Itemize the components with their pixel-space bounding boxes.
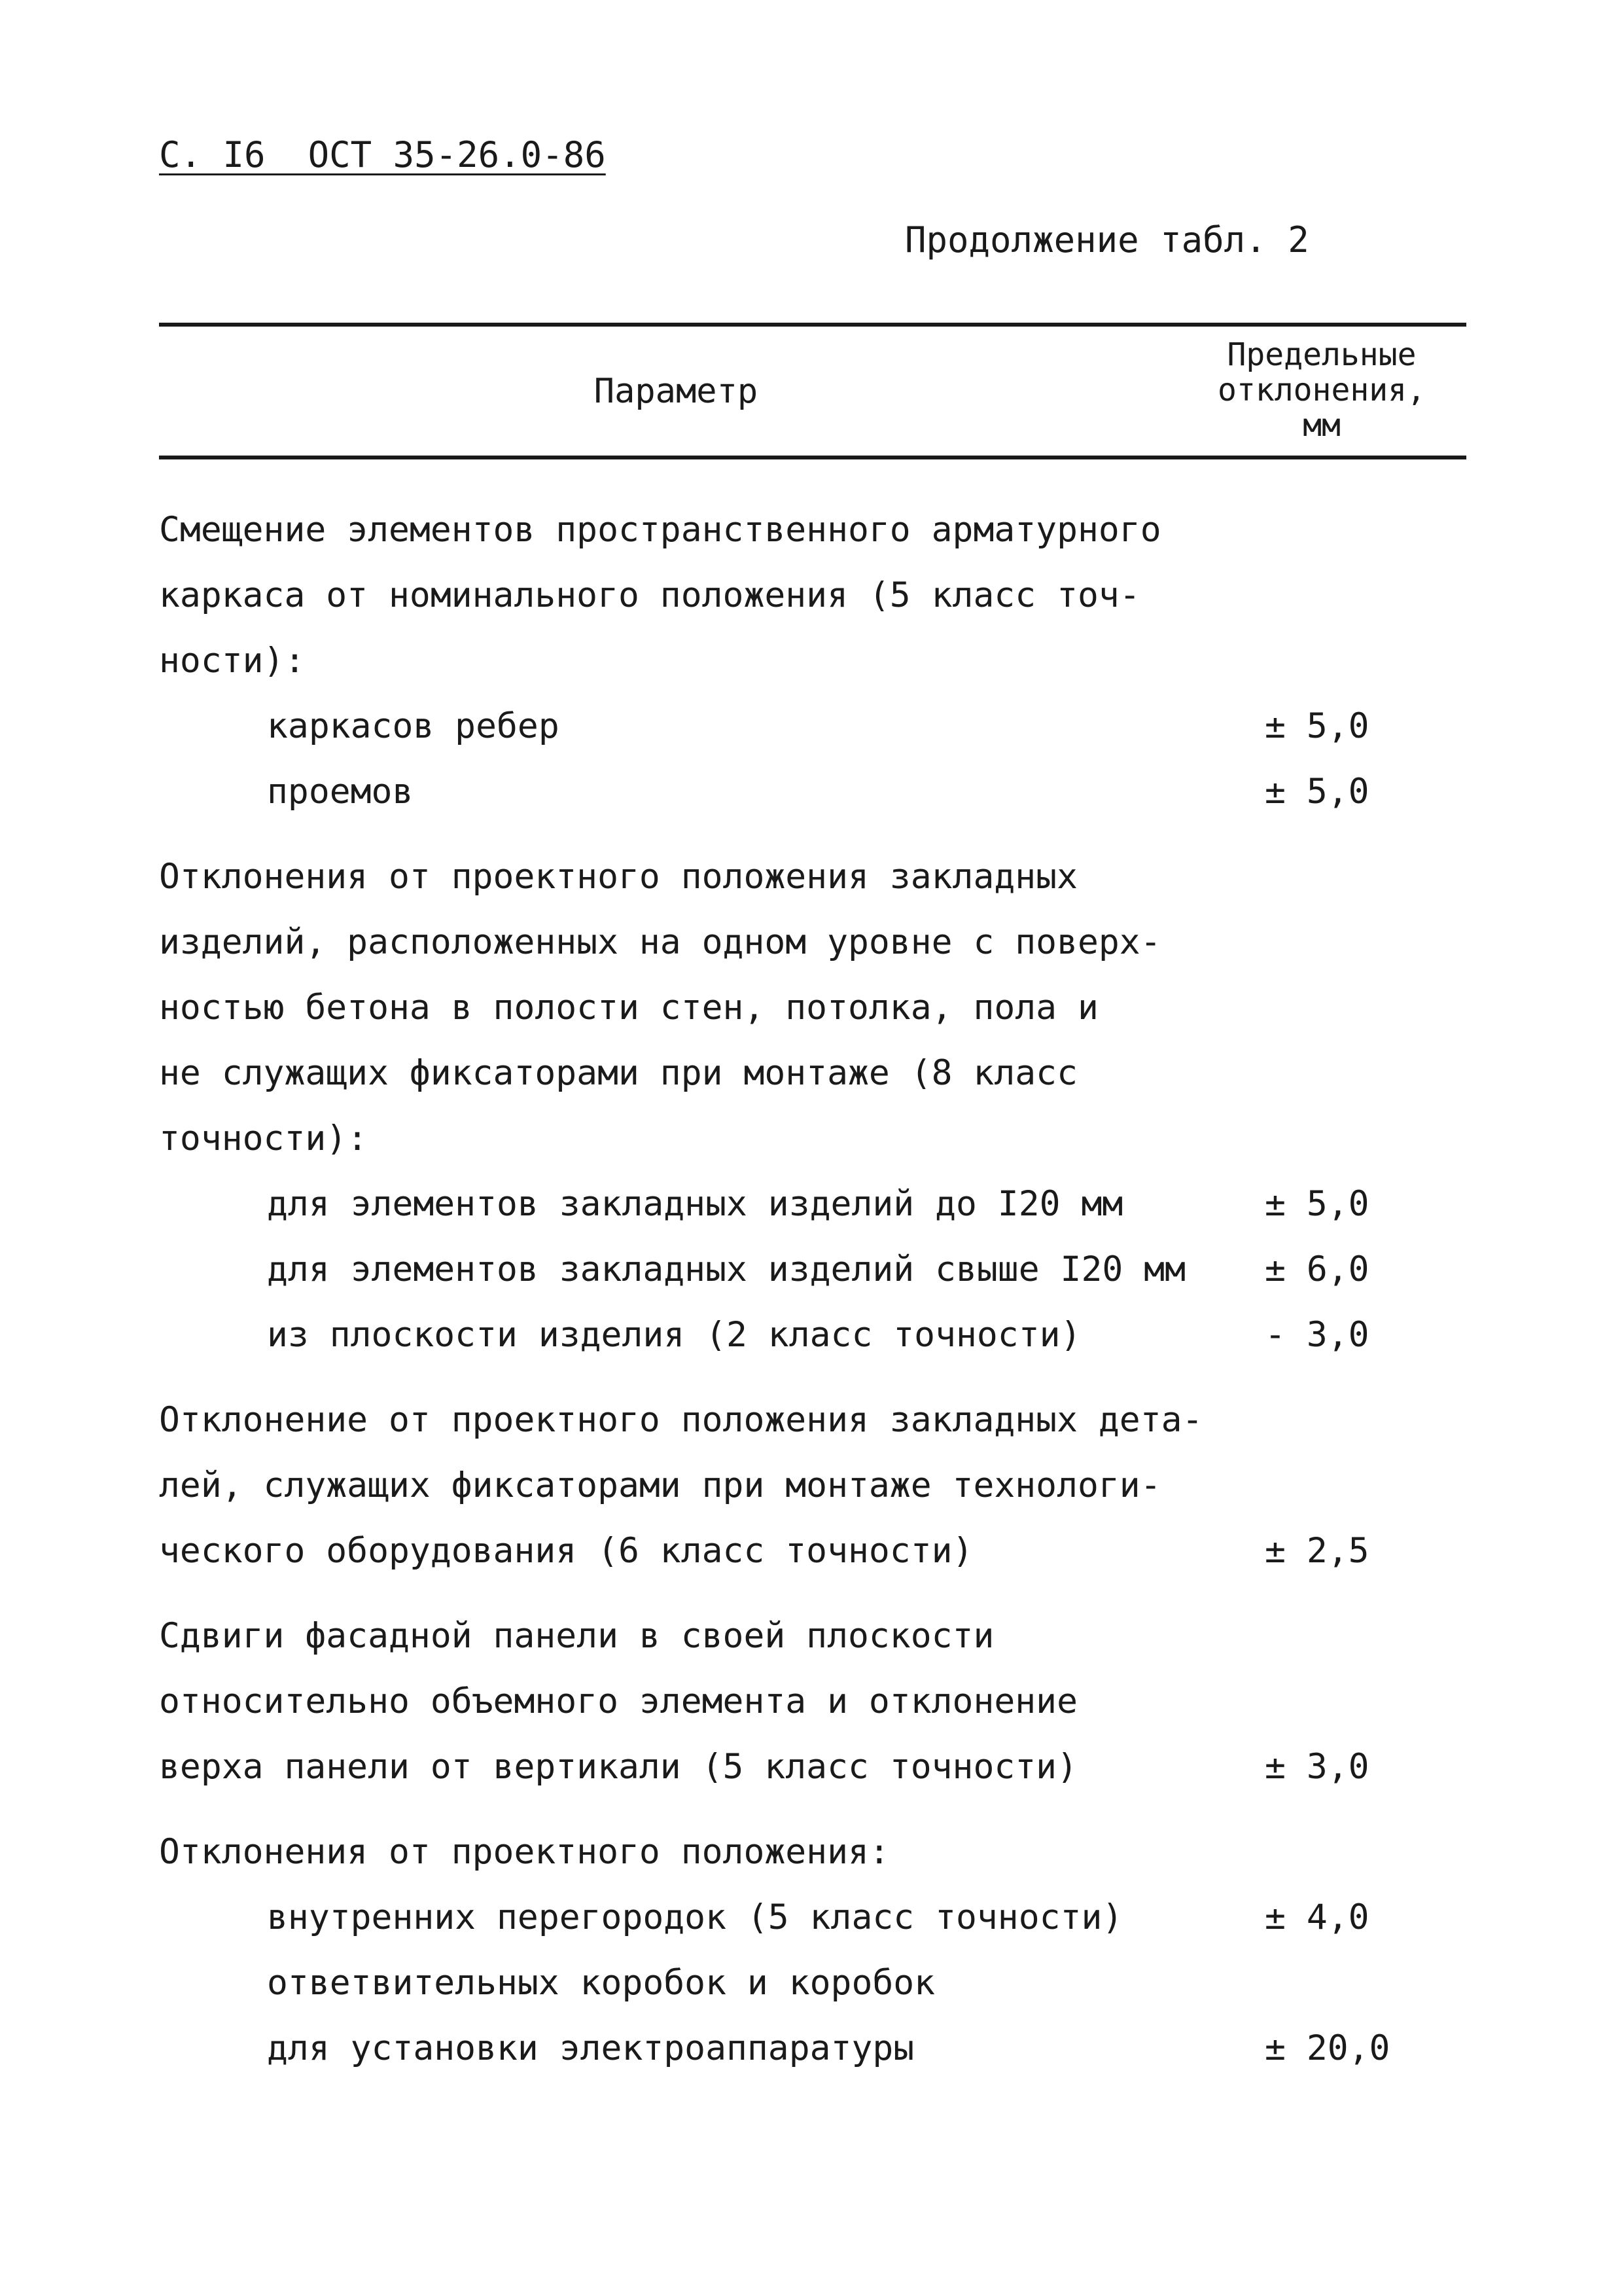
parameter-text: относительно объемного элемента и отклонение — [159, 1681, 1078, 1721]
deviation-value: ± 5,0 — [1265, 706, 1369, 746]
table-row — [159, 1820, 1468, 1885]
parameter-text: изделий, расположенных на одном уровне с поверх- — [159, 922, 1161, 962]
parameter-item: проемов — [267, 772, 414, 812]
parameter-text: верха панели от вертикали (5 класс точности) — [159, 1747, 1078, 1787]
deviation-value: ± 5,0 — [1265, 772, 1369, 812]
table-header-rule — [159, 456, 1466, 459]
table-row — [159, 1950, 1468, 2016]
table-row — [159, 497, 1468, 563]
table-row — [159, 1106, 1468, 1172]
parameter-item: внутренних перегородок (5 класс точности) — [267, 1897, 1123, 1937]
table-row — [159, 1453, 1468, 1518]
deviation-value: ± 3,0 — [1265, 1747, 1369, 1787]
column-header-parameter: Параметр — [593, 372, 758, 411]
table-row — [159, 1518, 1468, 1584]
table-row — [159, 1302, 1468, 1368]
table-row — [159, 975, 1468, 1041]
parameter-text: Отклонения от проектного положения закладных — [159, 857, 1078, 897]
page-reference: С. I6 ОСТ 35-26.0-86 — [159, 134, 606, 175]
column-header-deviation-line: отклонения, — [1218, 372, 1426, 408]
table-top-rule — [159, 323, 1466, 327]
table-row — [159, 910, 1468, 975]
table-row — [159, 1885, 1468, 1950]
parameter-item: каркасов ребер — [267, 706, 559, 746]
deviation-value: ± 4,0 — [1265, 1897, 1369, 1937]
deviation-value: - 3,0 — [1265, 1315, 1369, 1355]
table-row — [159, 844, 1468, 910]
deviation-value: ± 2,5 — [1265, 1531, 1369, 1571]
parameter-text: не служащих фиксаторами при монтаже (8 класс — [159, 1053, 1078, 1093]
parameter-text: Отклонения от проектного положения: — [159, 1832, 890, 1872]
table-row — [159, 1388, 1468, 1453]
parameter-text: Сдвиги фасадной панели в своей плоскости — [159, 1616, 995, 1656]
deviation-value: ± 20,0 — [1265, 2028, 1390, 2068]
parameter-item: для элементов закладных изделий свыше I20 мм — [267, 1249, 1186, 1289]
parameter-text: точности): — [159, 1119, 368, 1158]
table-row — [159, 1734, 1468, 1800]
parameter-item: для установки электроаппаратуры — [267, 2028, 915, 2068]
parameter-item: из плоскости изделия (2 класс точности) — [267, 1315, 1082, 1355]
deviation-value: ± 5,0 — [1265, 1184, 1369, 1224]
parameter-text: ческого оборудования (6 класс точности) — [159, 1531, 974, 1571]
table-row — [159, 1237, 1468, 1302]
column-header-deviation-line: Предельные — [1227, 336, 1417, 373]
parameter-text: каркаса от номинального положения (5 класс точ- — [159, 575, 1140, 615]
table-row — [159, 1041, 1468, 1106]
table-row — [159, 628, 1468, 694]
table-row — [159, 1669, 1468, 1734]
column-header-deviation-line: мм — [1303, 407, 1341, 444]
table-row — [159, 563, 1468, 628]
table-row — [159, 694, 1468, 759]
parameter-text: лей, служащих фиксаторами при монтаже технологи- — [159, 1465, 1161, 1505]
table-row — [159, 759, 1468, 825]
table-row — [159, 1172, 1468, 1237]
table-continuation-label: Продолжение табл. 2 — [905, 219, 1309, 260]
parameter-text: ностью бетона в полости стен, потолка, пола и — [159, 988, 1099, 1028]
table-body — [159, 497, 1468, 2081]
table-row — [159, 2016, 1468, 2081]
parameter-item: для элементов закладных изделий до I20 мм — [267, 1184, 1123, 1224]
parameter-item: ответвительных коробок и коробок — [267, 1963, 936, 2003]
parameter-text: Смещение элементов пространственного арматурного — [159, 510, 1161, 550]
table-row — [159, 1604, 1468, 1669]
column-header-deviation — [1178, 337, 1466, 443]
deviation-value: ± 6,0 — [1265, 1249, 1369, 1289]
parameter-text: ности): — [159, 641, 306, 681]
parameter-text: Отклонение от проектного положения закладных дета- — [159, 1400, 1203, 1440]
